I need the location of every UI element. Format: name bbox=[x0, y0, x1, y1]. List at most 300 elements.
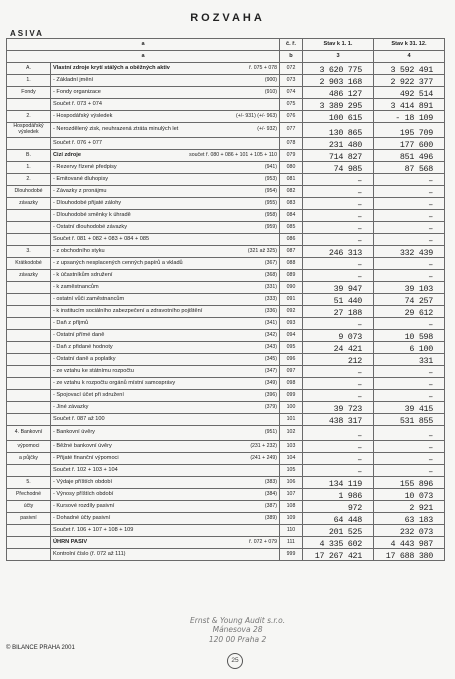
header-row bbox=[7, 39, 445, 51]
side-label: ASIVA bbox=[10, 29, 44, 38]
row-label-cell bbox=[51, 402, 280, 414]
row-label: - Nerozdělený zisk, neuhrazená ztráta minulých let bbox=[53, 126, 179, 133]
section-cell bbox=[7, 477, 51, 489]
section-cell bbox=[7, 186, 51, 198]
row-label: - Rezervy řízené předpisy bbox=[53, 163, 117, 170]
row-reference: (367) bbox=[264, 259, 277, 266]
row-code: 102 bbox=[280, 426, 303, 441]
row-label-cell bbox=[51, 426, 280, 441]
value-start bbox=[303, 453, 374, 465]
row-code: 089 bbox=[280, 270, 303, 282]
row-label: - Dlouhodobé přijaté zálohy bbox=[53, 199, 122, 206]
row-label-cell bbox=[51, 306, 280, 318]
value-end-text: 6 100 bbox=[409, 343, 433, 354]
section-label: Fondy bbox=[21, 88, 36, 95]
table-row bbox=[7, 174, 445, 186]
table-row bbox=[7, 246, 445, 258]
section-label: A. bbox=[26, 64, 31, 71]
row-label-cell bbox=[51, 270, 280, 282]
table-row bbox=[7, 441, 445, 453]
row-code: 098 bbox=[280, 378, 303, 390]
table-row bbox=[7, 111, 445, 123]
value-end bbox=[374, 477, 445, 489]
value-start bbox=[303, 465, 374, 477]
value-start-text: 201 525 bbox=[328, 526, 362, 537]
value-end-text: 851 496 bbox=[399, 151, 433, 162]
value-end bbox=[374, 246, 445, 258]
row-label-cell bbox=[51, 537, 280, 549]
value-end bbox=[374, 258, 445, 270]
section-label: 4. Bankovní bbox=[14, 429, 43, 436]
row-label-cell bbox=[51, 174, 280, 186]
row-code: 080 bbox=[280, 162, 303, 174]
value-end-text: – bbox=[428, 442, 433, 453]
value-start bbox=[303, 99, 374, 111]
section-cell bbox=[7, 390, 51, 402]
row-code: 079 bbox=[280, 150, 303, 162]
row-label: - Hospodářský výsledek bbox=[53, 112, 113, 119]
value-start bbox=[303, 210, 374, 222]
value-end bbox=[374, 402, 445, 414]
table-row bbox=[7, 63, 445, 75]
stamp-line-1: Ernst & Young Audit s.r.o. bbox=[190, 616, 286, 625]
value-start bbox=[303, 294, 374, 306]
auditor-stamp bbox=[190, 616, 285, 644]
row-code: 097 bbox=[280, 366, 303, 378]
row-label-cell bbox=[51, 210, 280, 222]
value-start bbox=[303, 87, 374, 99]
value-end-text: 39 103 bbox=[404, 283, 433, 294]
row-reference: (333) bbox=[264, 295, 277, 302]
header-col-4: 4 bbox=[374, 51, 445, 63]
row-code: 086 bbox=[280, 234, 303, 246]
value-end-text: – bbox=[428, 223, 433, 234]
table-row bbox=[7, 513, 445, 525]
row-code: 105 bbox=[280, 465, 303, 477]
row-reference: (331) bbox=[264, 283, 277, 290]
section-cell bbox=[7, 282, 51, 294]
value-end-text: – bbox=[428, 259, 433, 270]
value-end bbox=[374, 186, 445, 198]
row-code: 999 bbox=[280, 549, 303, 561]
row-reference: (955) bbox=[264, 199, 277, 206]
section-cell bbox=[7, 465, 51, 477]
row-reference: (231 + 232) bbox=[250, 442, 277, 449]
value-end-text: – bbox=[428, 319, 433, 330]
table-row bbox=[7, 426, 445, 441]
row-label-cell bbox=[51, 441, 280, 453]
row-code: 082 bbox=[280, 186, 303, 198]
row-code: 103 bbox=[280, 441, 303, 453]
row-label-cell bbox=[51, 222, 280, 234]
row-code: 072 bbox=[280, 63, 303, 75]
value-start bbox=[303, 537, 374, 549]
table-row bbox=[7, 390, 445, 402]
value-start bbox=[303, 441, 374, 453]
row-code: 094 bbox=[280, 330, 303, 342]
value-start bbox=[303, 426, 374, 441]
row-reference: (951) bbox=[264, 429, 277, 436]
row-reference: součet ř. 080 + 086 + 101 + 105 + 110 bbox=[189, 151, 277, 158]
row-code: 111 bbox=[280, 537, 303, 549]
value-start-text: – bbox=[357, 271, 362, 282]
row-label-cell bbox=[51, 378, 280, 390]
row-label: - Daň z příjmů bbox=[53, 319, 89, 326]
value-end-text: – bbox=[428, 199, 433, 210]
table-row bbox=[7, 489, 445, 501]
row-label-cell bbox=[51, 282, 280, 294]
row-code: 109 bbox=[280, 513, 303, 525]
header-letter-b: b bbox=[280, 51, 303, 63]
row-label: - k účastníkům sdružení bbox=[53, 271, 113, 278]
row-reference: (396) bbox=[264, 391, 277, 398]
table-row bbox=[7, 150, 445, 162]
row-label: - Výnosy příštích období bbox=[53, 490, 114, 497]
table-row bbox=[7, 366, 445, 378]
value-end-text: 331 bbox=[418, 355, 433, 366]
value-end-text: 10 598 bbox=[404, 331, 433, 342]
value-end bbox=[374, 549, 445, 561]
value-end bbox=[374, 282, 445, 294]
row-reference: (368) bbox=[264, 271, 277, 278]
row-code: 085 bbox=[280, 222, 303, 234]
value-start-text: – bbox=[357, 235, 362, 246]
value-start-text: – bbox=[357, 187, 362, 198]
table-row bbox=[7, 549, 445, 561]
row-label: - ze vztahu ke státnímu rozpočtu bbox=[53, 367, 134, 374]
table-row bbox=[7, 75, 445, 87]
value-start-text: – bbox=[357, 199, 362, 210]
row-label-cell bbox=[51, 525, 280, 537]
row-label-cell bbox=[51, 162, 280, 174]
value-start-text: 438 317 bbox=[328, 415, 362, 426]
value-start bbox=[303, 342, 374, 354]
row-label-cell bbox=[51, 414, 280, 426]
table-row bbox=[7, 123, 445, 138]
value-start-text: 972 bbox=[347, 502, 362, 513]
section-cell bbox=[7, 234, 51, 246]
section-label: a půjčky bbox=[18, 454, 39, 461]
section-cell bbox=[7, 366, 51, 378]
row-label-cell bbox=[51, 99, 280, 111]
row-label-cell bbox=[51, 186, 280, 198]
value-start-text: – bbox=[357, 454, 362, 465]
value-end bbox=[374, 306, 445, 318]
row-code: 101 bbox=[280, 414, 303, 426]
section-cell bbox=[7, 426, 51, 441]
value-end-text: – bbox=[428, 367, 433, 378]
table-row bbox=[7, 330, 445, 342]
row-label-cell bbox=[51, 246, 280, 258]
table-row bbox=[7, 258, 445, 270]
value-start-text: 24 421 bbox=[333, 343, 362, 354]
row-reference: (+/- 931) (+/- 963) bbox=[236, 112, 277, 119]
row-code: 087 bbox=[280, 246, 303, 258]
value-end-text: 17 688 380 bbox=[385, 550, 433, 561]
table-row bbox=[7, 354, 445, 366]
value-start bbox=[303, 162, 374, 174]
section-label: 2. bbox=[26, 112, 31, 119]
value-end bbox=[374, 366, 445, 378]
table-row bbox=[7, 186, 445, 198]
value-start bbox=[303, 354, 374, 366]
row-label-cell bbox=[51, 123, 280, 138]
value-end-text: 177 600 bbox=[399, 139, 433, 150]
value-end bbox=[374, 222, 445, 234]
value-start bbox=[303, 63, 374, 75]
row-code: 090 bbox=[280, 282, 303, 294]
value-end-text: 195 709 bbox=[399, 127, 433, 138]
table-row bbox=[7, 282, 445, 294]
row-reference: (336) bbox=[264, 307, 277, 314]
row-code: 081 bbox=[280, 174, 303, 186]
value-end-text: 63 183 bbox=[404, 514, 433, 525]
section-label: Hospodářský výsledek bbox=[13, 123, 44, 135]
row-reference: (910) bbox=[264, 88, 277, 95]
value-end-text: 74 257 bbox=[404, 295, 433, 306]
value-start bbox=[303, 75, 374, 87]
value-start bbox=[303, 198, 374, 210]
value-start bbox=[303, 282, 374, 294]
row-reference: (953) bbox=[264, 175, 277, 182]
value-start-text: 212 bbox=[347, 355, 362, 366]
value-end-text: 332 439 bbox=[399, 247, 433, 258]
value-end bbox=[374, 330, 445, 342]
value-end bbox=[374, 441, 445, 453]
value-end-text: – bbox=[428, 379, 433, 390]
row-code: 077 bbox=[280, 123, 303, 138]
table-row bbox=[7, 306, 445, 318]
section-cell bbox=[7, 246, 51, 258]
header-start: Stav k 1. 1. bbox=[303, 39, 374, 51]
section-label: Dlouhodobé bbox=[14, 187, 43, 194]
value-end bbox=[374, 537, 445, 549]
value-end bbox=[374, 111, 445, 123]
value-start-text: – bbox=[357, 367, 362, 378]
section-cell bbox=[7, 537, 51, 549]
value-end bbox=[374, 198, 445, 210]
row-label-cell bbox=[51, 477, 280, 489]
section-label: 5. bbox=[26, 478, 31, 485]
table-row bbox=[7, 414, 445, 426]
section-cell bbox=[7, 501, 51, 513]
section-label: 2. bbox=[26, 175, 31, 182]
value-start bbox=[303, 138, 374, 150]
value-end bbox=[374, 342, 445, 354]
value-end-text: – bbox=[428, 466, 433, 477]
row-label: - Dlouhodobé směnky k úhradě bbox=[53, 211, 131, 218]
row-label-cell bbox=[51, 234, 280, 246]
table-row bbox=[7, 537, 445, 549]
section-cell bbox=[7, 174, 51, 186]
row-label-cell bbox=[51, 549, 280, 561]
value-start-text: 3 620 775 bbox=[319, 64, 362, 75]
value-start-text: – bbox=[357, 211, 362, 222]
value-end bbox=[374, 501, 445, 513]
value-start-text: 39 723 bbox=[333, 403, 362, 414]
row-code: 106 bbox=[280, 477, 303, 489]
row-label-cell bbox=[51, 501, 280, 513]
value-start-text: – bbox=[357, 175, 362, 186]
row-code: 100 bbox=[280, 402, 303, 414]
table-row bbox=[7, 378, 445, 390]
row-reference: (959) bbox=[264, 223, 277, 230]
stamp-line-3: 120 00 Praha 2 bbox=[208, 634, 267, 644]
row-label: - Bankovní úvěry bbox=[53, 429, 95, 436]
value-start bbox=[303, 378, 374, 390]
section-cell bbox=[7, 402, 51, 414]
table-row bbox=[7, 99, 445, 111]
value-start-text: 74 985 bbox=[333, 163, 362, 174]
value-start-text: 64 448 bbox=[333, 514, 362, 525]
row-code: 104 bbox=[280, 453, 303, 465]
row-label: - Fondy organizace bbox=[53, 88, 101, 95]
value-start-text: 231 480 bbox=[328, 139, 362, 150]
value-start-text: – bbox=[357, 223, 362, 234]
value-start bbox=[303, 246, 374, 258]
row-label-cell bbox=[51, 87, 280, 99]
value-end bbox=[374, 150, 445, 162]
section-cell bbox=[7, 414, 51, 426]
section-cell bbox=[7, 150, 51, 162]
value-end-text: - 18 109 bbox=[395, 112, 433, 123]
value-start bbox=[303, 234, 374, 246]
row-label-cell bbox=[51, 330, 280, 342]
header-a: a bbox=[7, 39, 280, 51]
value-end-text: 232 073 bbox=[399, 526, 433, 537]
value-end-text: 10 073 bbox=[404, 490, 433, 501]
row-reference: (241 + 249) bbox=[250, 454, 277, 461]
row-label: - ze vztahu k rozpočtu orgánů místní samosprávy bbox=[53, 379, 176, 386]
value-start-text: 246 313 bbox=[328, 247, 362, 258]
section-cell bbox=[7, 162, 51, 174]
value-start bbox=[303, 123, 374, 138]
table-row bbox=[7, 87, 445, 99]
value-start bbox=[303, 366, 374, 378]
row-reference: (383) bbox=[264, 478, 277, 485]
footer-copyright: © BILANCE PRAHA 2001 bbox=[6, 645, 75, 651]
row-code: 095 bbox=[280, 342, 303, 354]
value-start bbox=[303, 150, 374, 162]
row-reference: (958) bbox=[264, 211, 277, 218]
row-code: 083 bbox=[280, 198, 303, 210]
section-label: Krátkodobé bbox=[15, 259, 42, 266]
row-label: - Základní jmění bbox=[53, 76, 94, 83]
value-end-text: – bbox=[428, 211, 433, 222]
row-label: Kontrolní číslo (ř. 072 až 111) bbox=[53, 550, 126, 557]
row-reference: ř. 075 + 078 bbox=[249, 64, 277, 71]
value-start bbox=[303, 513, 374, 525]
row-label-cell bbox=[51, 342, 280, 354]
value-start-text: 39 947 bbox=[333, 283, 362, 294]
row-code: 092 bbox=[280, 306, 303, 318]
value-end-text: – bbox=[428, 391, 433, 402]
row-label-cell bbox=[51, 366, 280, 378]
section-label: závazky bbox=[19, 199, 38, 206]
row-label: - Spojovací účet při sdružení bbox=[53, 391, 124, 398]
section-cell bbox=[7, 489, 51, 501]
value-start bbox=[303, 330, 374, 342]
value-end bbox=[374, 414, 445, 426]
row-reference: (341) bbox=[264, 319, 277, 326]
page-number: 25 bbox=[227, 653, 243, 669]
row-label-cell bbox=[51, 150, 280, 162]
value-start bbox=[303, 306, 374, 318]
section-label: B. bbox=[26, 151, 31, 158]
row-label: - Ostatní dlouhodobé závazky bbox=[53, 223, 128, 230]
row-reference: (321 až 325) bbox=[247, 247, 277, 254]
row-label-cell bbox=[51, 258, 280, 270]
section-cell bbox=[7, 87, 51, 99]
value-start-text: – bbox=[357, 391, 362, 402]
row-label: Součet ř. 073 + 074 bbox=[53, 100, 102, 107]
value-start bbox=[303, 270, 374, 282]
value-end bbox=[374, 162, 445, 174]
row-code: 093 bbox=[280, 318, 303, 330]
value-end bbox=[374, 489, 445, 501]
value-start bbox=[303, 318, 374, 330]
row-label-cell bbox=[51, 354, 280, 366]
value-end bbox=[374, 174, 445, 186]
value-start-text: 134 119 bbox=[328, 478, 362, 489]
row-code: 084 bbox=[280, 210, 303, 222]
row-reference: ř. 072 + 079 bbox=[249, 538, 277, 545]
value-end-text: – bbox=[428, 454, 433, 465]
table-row bbox=[7, 270, 445, 282]
row-label: - Kursové rozdíly pasivní bbox=[53, 502, 115, 509]
row-label: - Běžné bankovní úvěry bbox=[53, 442, 112, 449]
value-start bbox=[303, 186, 374, 198]
row-reference: (342) bbox=[264, 331, 277, 338]
table-row bbox=[7, 402, 445, 414]
section-cell bbox=[7, 441, 51, 453]
value-end-text: – bbox=[428, 271, 433, 282]
table-row bbox=[7, 138, 445, 150]
row-label: ÚHRN PASIV bbox=[53, 538, 88, 545]
row-reference: (349) bbox=[264, 379, 277, 386]
section-cell bbox=[7, 75, 51, 87]
value-end-text: – bbox=[428, 175, 433, 186]
value-end bbox=[374, 354, 445, 366]
section-label: 1. bbox=[26, 76, 31, 83]
row-label-cell bbox=[51, 75, 280, 87]
value-start bbox=[303, 414, 374, 426]
value-end bbox=[374, 453, 445, 465]
section-cell bbox=[7, 198, 51, 210]
value-end bbox=[374, 513, 445, 525]
header-cr: č. ř. bbox=[280, 39, 303, 51]
value-end-text: 2 922 377 bbox=[390, 76, 433, 87]
section-cell bbox=[7, 258, 51, 270]
table-row bbox=[7, 210, 445, 222]
section-label: 1. bbox=[26, 163, 31, 170]
row-label: - Jiné závazky bbox=[53, 403, 89, 410]
value-start-text: – bbox=[357, 430, 362, 441]
value-end bbox=[374, 87, 445, 99]
row-label: - k institucím sociálního zabezpečení a zdravotního pojištění bbox=[53, 307, 203, 314]
row-label: - Ostatní daně a poplatky bbox=[53, 355, 116, 362]
row-reference: (343) bbox=[264, 343, 277, 350]
value-end-text: 29 612 bbox=[404, 307, 433, 318]
value-end bbox=[374, 426, 445, 441]
table-row bbox=[7, 342, 445, 354]
section-cell bbox=[7, 378, 51, 390]
stamp-line-2: Mánesova 28 bbox=[212, 625, 263, 635]
header-letter-row bbox=[7, 51, 445, 63]
table-row bbox=[7, 525, 445, 537]
value-start-text: – bbox=[357, 379, 362, 390]
row-code: 075 bbox=[280, 99, 303, 111]
